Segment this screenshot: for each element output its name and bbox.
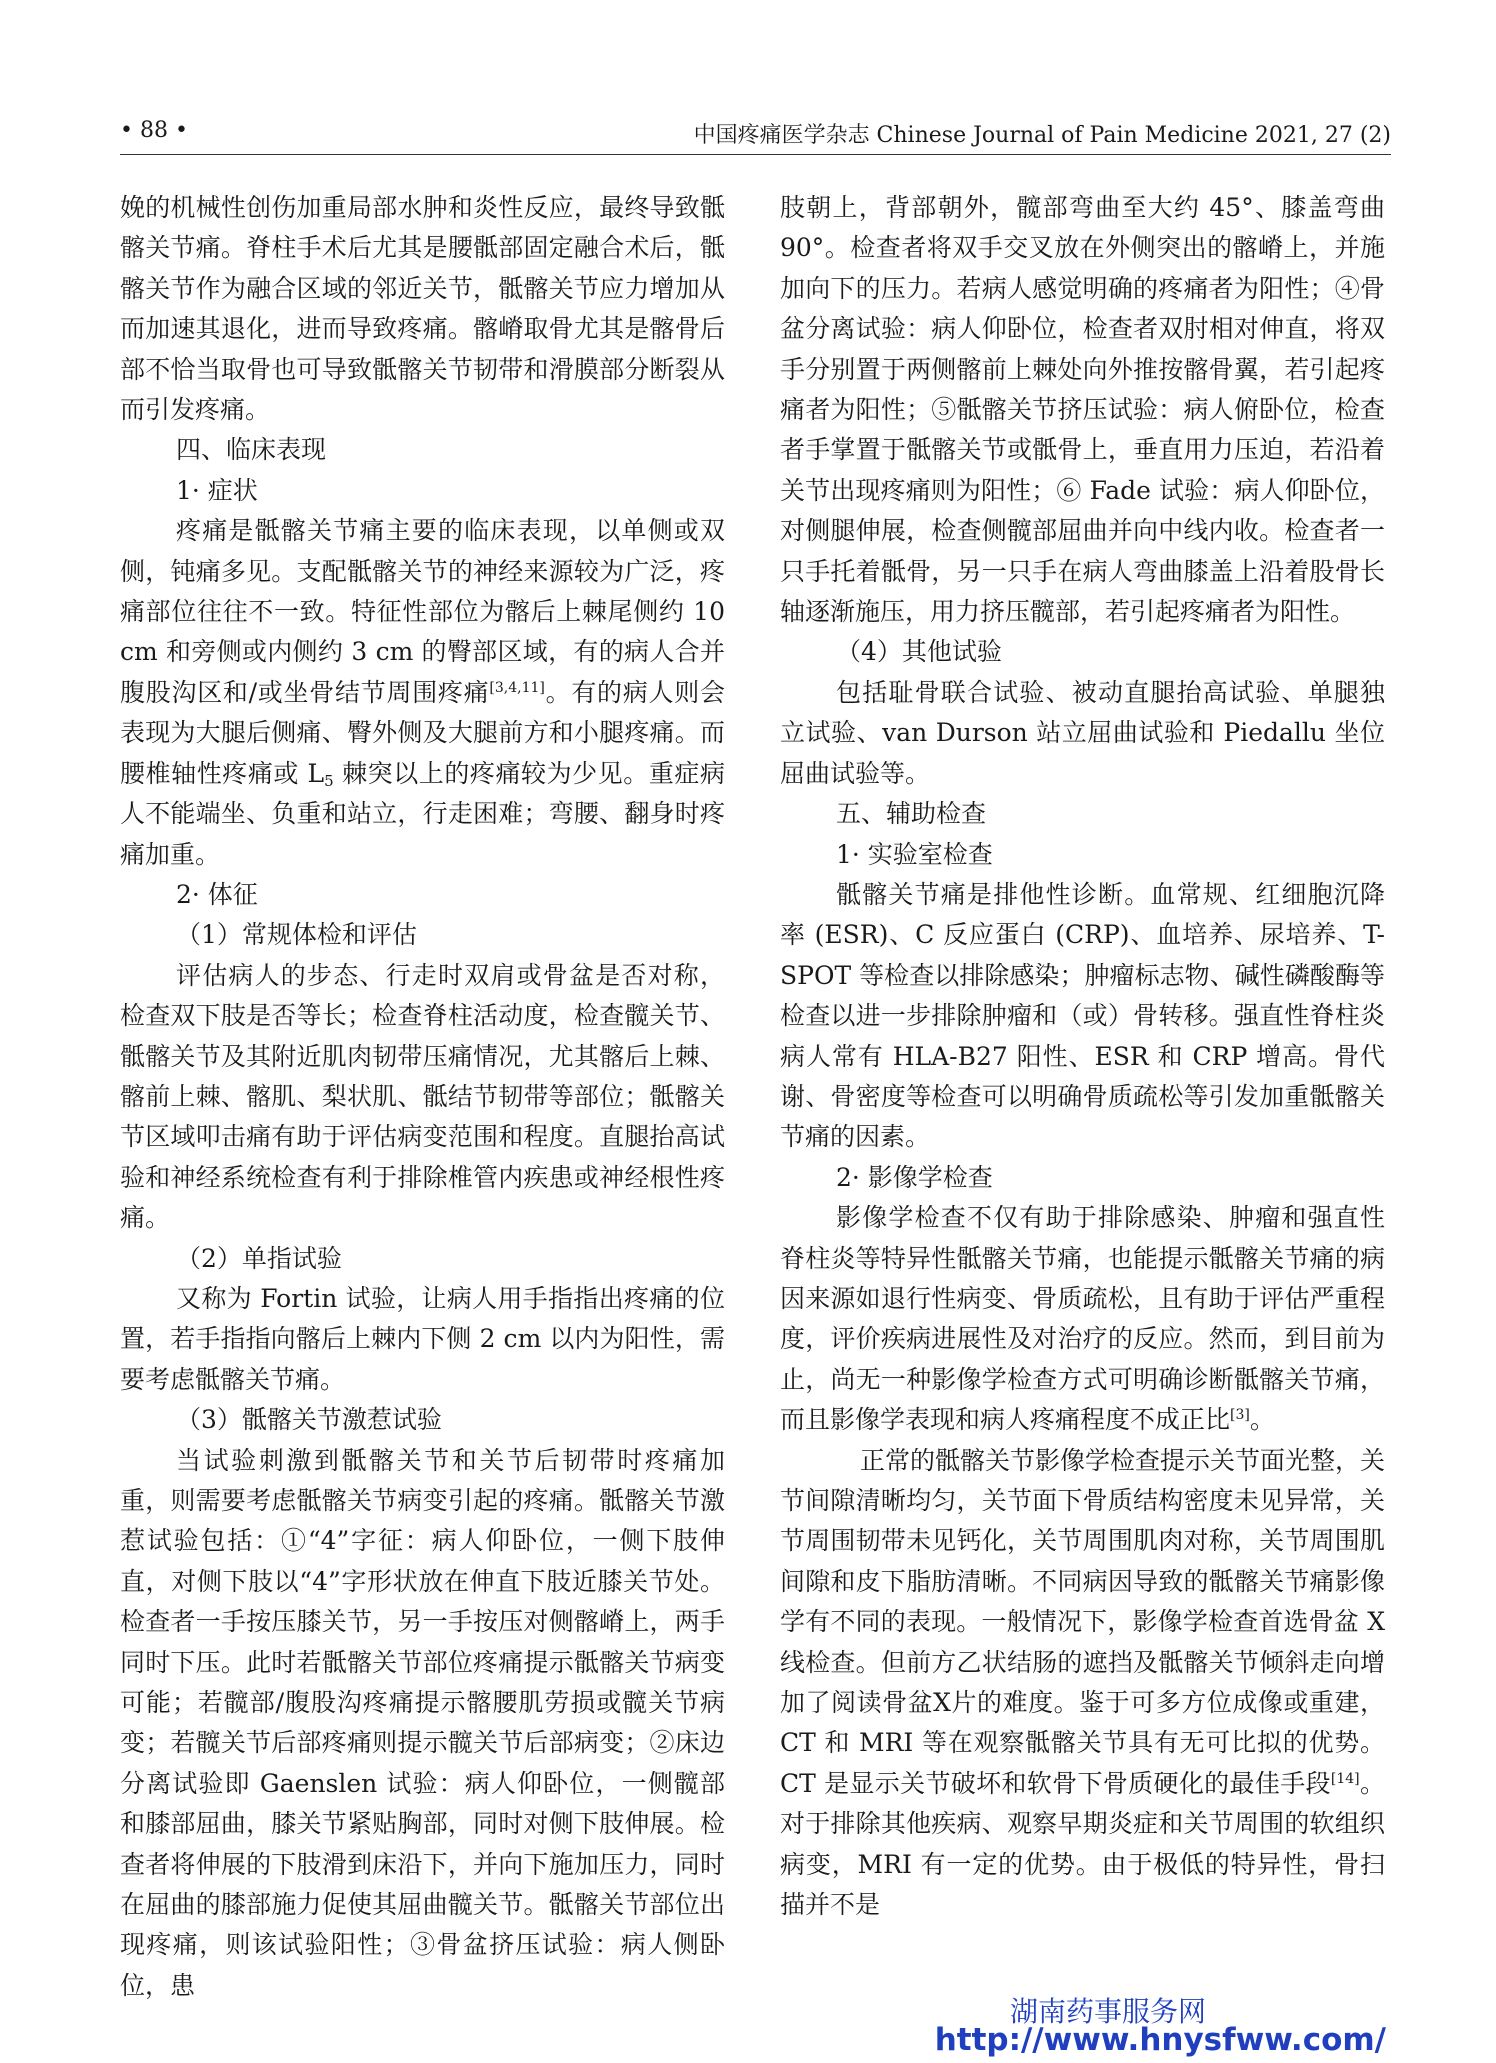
paragraph: 包括耻骨联合试验、被动直腿抬高试验、单腿独立试验、van Durson 站立屈曲试验和 Piedallu 坐位屈曲试验等。 (780, 677, 1385, 788)
subsection-heading: （1）常规体检和评估 (176, 920, 417, 950)
paragraph: 当试验刺激到骶髂关节和关节后韧带时疼痛加重，则需要考虑骶髂关节病变引起的疼痛。骶髂关节激惹试验包括：①“4”字征：病人仰卧位，一侧下肢伸直，对侧下肢以“4”字形状放在伸直下肢近膝关节处。检查者一手按压膝关节，另一手按压对侧髂嵴上，两手同时下压。此时若骶髂关节部位疼痛提示骶髂关节病变可能；若髋部/腹股沟疼痛提示髂腰肌劳损或髋关节病变；若髋关节后部疼痛则提示髋关节后部病变；②床边分离试验即 Gaenslen 试验：病人仰卧位，一侧髋部和膝部屈曲，膝关节紧贴胸部，同时对侧下肢伸展。检查者将伸展的下肢滑到床沿下，并向下施加压力，同时在屈曲的膝部施力促使其屈曲髋关节。骶髂关节部位出现疼痛，则该试验阳性；③骨盆挤压试验：病人侧卧位，患 (120, 1445, 725, 2000)
subsection-heading: 2· 影像学检查 (836, 1162, 993, 1192)
subsection-heading: 1· 症状 (176, 475, 258, 505)
text: 疼痛是骶髂关节痛主要的临床表现，以单侧或双侧，钝痛多见。支配骶髂关节的神经来源较为广泛，疼痛部位往往不一致。特征性部位为髂后上棘尾侧约 10 cm 和旁侧或内侧约 3 cm 的臀部区域，有的病人合并腹股沟区和/或坐骨结节周围疼痛 (120, 516, 725, 707)
paragraph (780, 1198, 1385, 1440)
subsection-heading: （2）单指试验 (176, 1243, 342, 1273)
subsection-heading: 2· 体征 (176, 879, 258, 909)
citation: [3] (1230, 1407, 1250, 1424)
subsection-heading: （3）骶髂关节激惹试验 (176, 1405, 442, 1435)
page-header (120, 118, 1391, 155)
subsection-heading: （4）其他试验 (836, 637, 1002, 667)
paragraph (120, 511, 725, 875)
journal-title: 中国疼痛医学杂志 Chinese Journal of Pain Medicine 2021, 27 (2) (693, 123, 1391, 148)
section-heading: 四、临床表现 (176, 435, 327, 465)
paragraph: 评估病人的步态、行走时双肩或骨盆是否对称，检查双下肢是否等长；检查脊柱活动度，检查髋关节、骶髂关节及其附近肌肉韧带压痛情况，尤其髂后上棘、髂前上棘、髂肌、梨状肌、骶结节韧带等部位；骶髂关节区域叩击痛有助于评估病变范围和程度。直腿抬高试验和神经系统检查有利于排除椎管内疾患或神经根性疼痛。 (120, 960, 725, 1233)
citation: [14] (1330, 1770, 1360, 1787)
paragraph: 娩的机械性创伤加重局部水肿和炎性反应，最终导致骶髂关节痛。脊柱手术后尤其是腰骶部固定融合术后，骶髂关节作为融合区域的邻近关节，骶髂关节应力增加从而加速其退化，进而导致疼痛。髂嵴取骨尤其是髂骨后部不恰当取骨也可导致骶髂关节韧带和滑膜部分断裂从而引发疼痛。 (120, 193, 725, 425)
text: 棘突以上的疼痛较为少见。重症病人不能端坐、负重和站立，行走困难；弯腰、翻身时疼痛加重。 (120, 758, 725, 869)
text: 正常的骶髂关节影像学检查提示关节面光整，关节间隙清晰均匀，关节面下骨质结构密度未见异常，关节周围韧带未见钙化，关节周围肌肉对称，关节周围肌间隙和皮下脂肪清晰。不同病因导致的骶髂关节痛影像学有不同的表现。一般情况下，影像学检查首选骨盆 X 线检查。但前方乙状结肠的遮挡及骶髂关节倾斜走向增加了阅读骨盆X片的难度。鉴于可多方位成像或重建，CT 和 MRI 等在观察骶髂关节具有无可比拟的优势。CT 是显示关节破坏和软骨下骨质硬化的最佳手段 (780, 1445, 1386, 1798)
citation: [3,4,11] (489, 679, 545, 696)
right-column (780, 188, 1385, 1925)
subsection-heading: 1· 实验室检查 (836, 839, 993, 869)
text: 。 (1249, 1405, 1275, 1435)
section-heading: 五、辅助检查 (836, 799, 987, 829)
watermark-url[interactable]: http://www.hnysfww.com/ (934, 2022, 1386, 2058)
subscript: 5 (324, 771, 334, 790)
watermark-name: 湖南药事服务网 (1009, 1995, 1206, 2028)
paragraph: 骶髂关节痛是排他性诊断。血常规、红细胞沉降率 (ESR)、C 反应蛋白 (CRP)、血培养、尿培养、T-SPOT 等检查以排除感染；肿瘤标志物、碱性磷酸酶等检查以进一步排除肿瘤和（或）骨转移。强直性脊柱炎病人常有 HLA-B27 阳性、ESR 和 CRP 增高。骨代谢、骨密度等检查可以明确骨质疏松等引发加重骶髂关节痛的因素。 (780, 879, 1385, 1152)
text: 影像学检查不仅有助于排除感染、肿瘤和强直性脊柱炎等特异性骶髂关节痛，也能提示骶髂关节痛的病因来源如退行性病变、骨质疏松，且有助于评估严重程度，评价疾病进展性及对治疗的反应。然而，到目前为止，尚无一种影像学检查方式可明确诊断骶髂关节痛，而且影像学表现和病人疼痛程度不成正比 (780, 1203, 1385, 1435)
paragraph (780, 1441, 1385, 1926)
page-number: • 88 • (120, 118, 188, 143)
left-column (120, 188, 725, 2006)
text: 。有的病人则会表现为大腿后侧痛、臀外侧及大腿前方和小腿疼痛。而腰椎轴性疼痛或 L (120, 677, 725, 788)
paragraph: 又称为 Fortin 试验，让病人用手指指出疼痛的位置，若手指指向髂后上棘内下侧 2 cm 以内为阳性，需要考虑骶髂关节痛。 (120, 1283, 725, 1394)
text: 。对于排除其他疾病、观察早期炎症和关节周围的软组织病变，MRI 有一定的优势。由于极低的特异性，骨扫描并不是 (780, 1768, 1385, 1920)
paragraph: 肢朝上，背部朝外，髋部弯曲至大约 45°、膝盖弯曲 90°。检查者将双手交叉放在外侧突出的髂嵴上，并施加向下的压力。若病人感觉明确的疼痛者为阳性；④骨盆分离试验：病人仰卧位，检查者双肘相对伸直，将双手分别置于两侧髂前上棘处向外推按髂骨翼，若引起疼痛者为阳性；⑤骶髂关节挤压试验：病人俯卧位，检查者手掌置于骶髂关节或骶骨上，垂直用力压迫，若沿着关节出现疼痛则为阳性；⑥ Fade 试验：病人仰卧位，对侧腿伸展，检查侧髋部屈曲并向中线内收。检查者一只手托着骶骨，另一只手在病人弯曲膝盖上沿着股骨长轴逐渐施压，用力挤压髋部，若引起疼痛者为阳性。 (780, 193, 1385, 627)
